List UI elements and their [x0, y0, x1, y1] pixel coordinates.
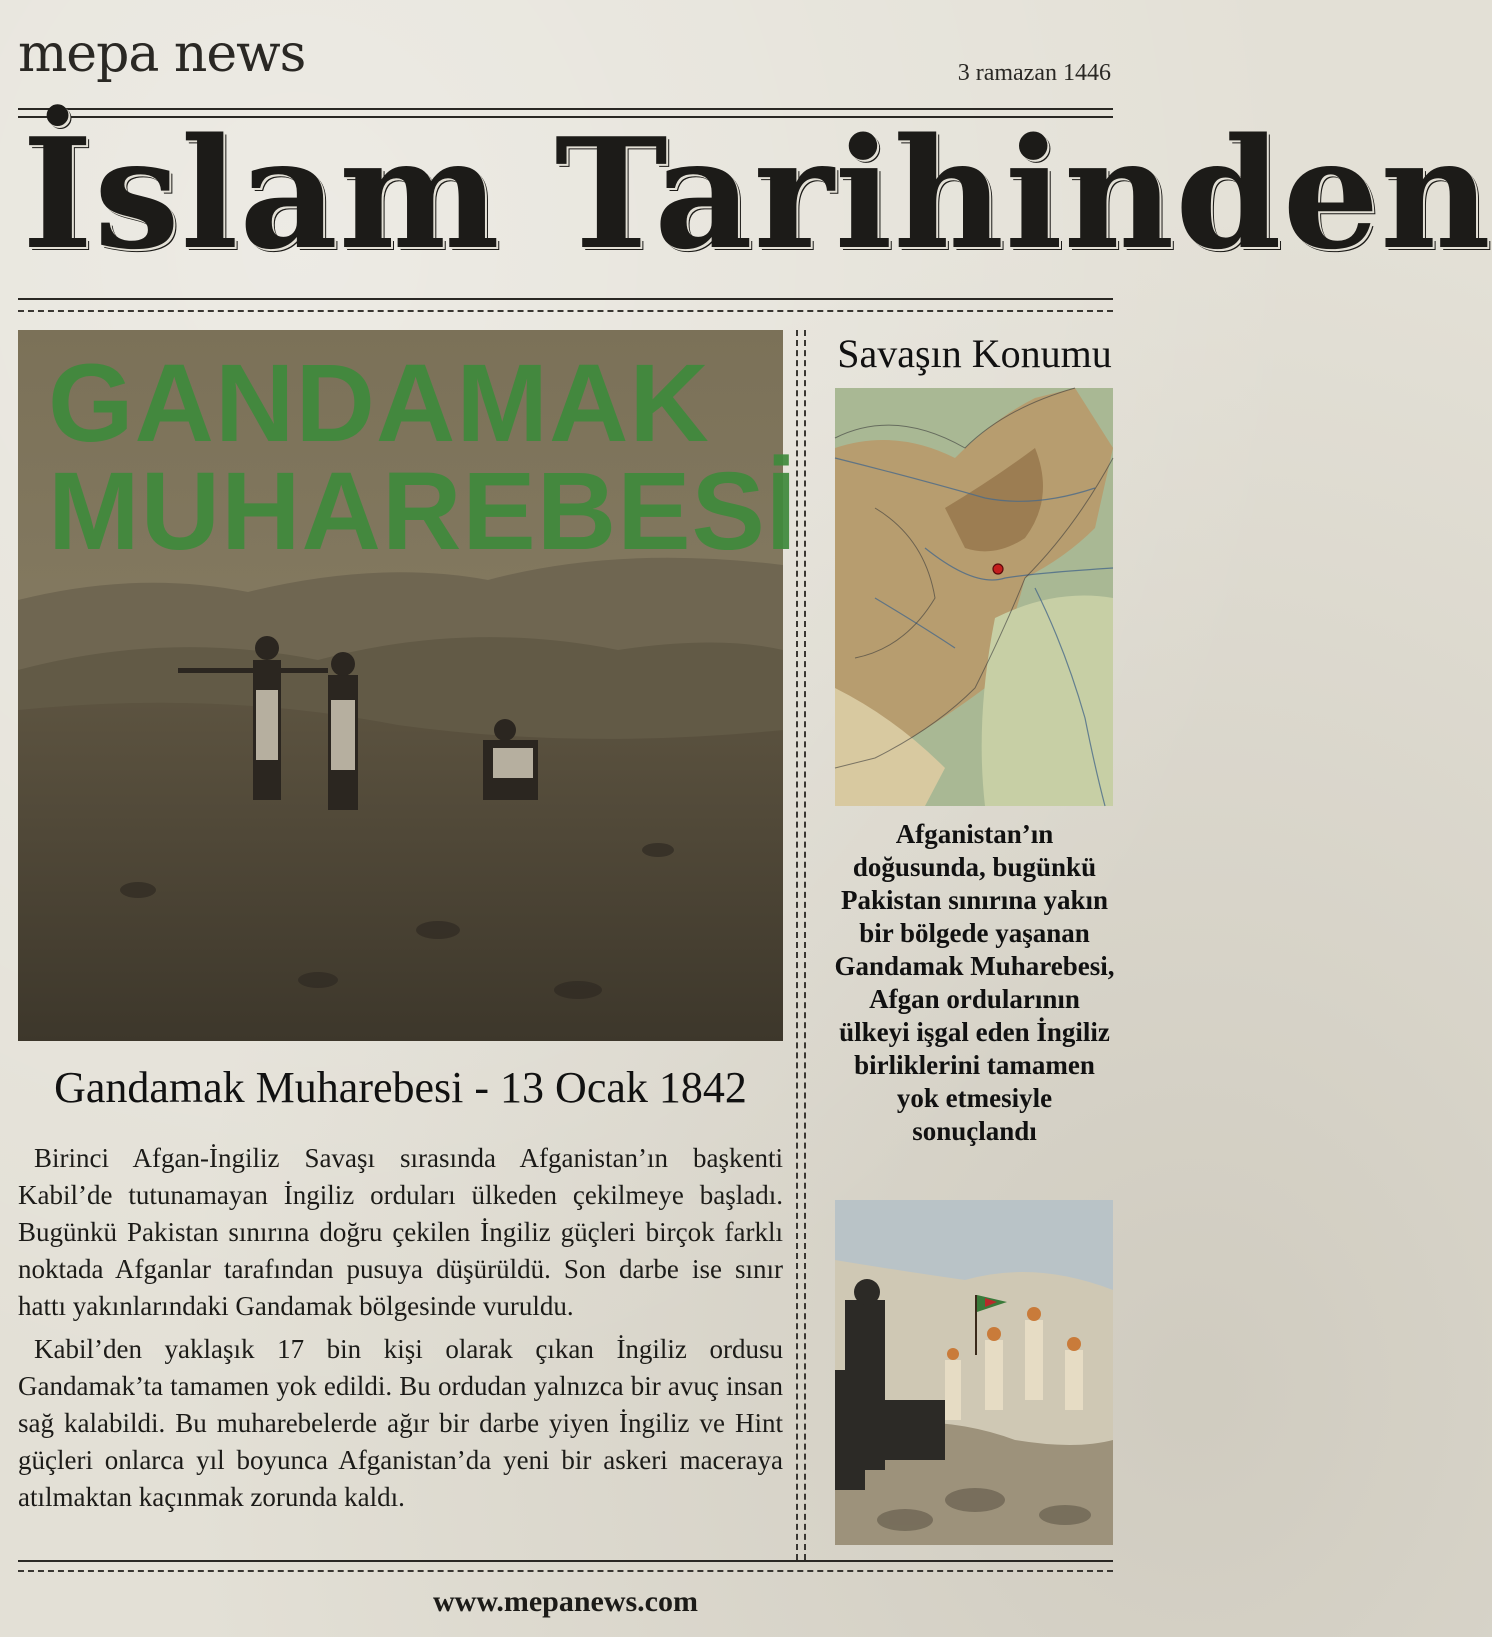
- issue-date: 3 ramazan 1446: [957, 60, 1111, 86]
- page-headline: İslam Tarihinden: [22, 104, 1492, 283]
- headline-rule-dashed: [18, 310, 1113, 312]
- battle-painting: [835, 1200, 1113, 1545]
- footer-rule: [18, 1560, 1113, 1562]
- article-paragraph: Kabil’den yaklaşık 17 bin kişi olarak çıkan İngiliz ordusu Gandamak’ta tamamen yok edildi. Bu ordudan yalnızca bir avuç insan sağ kalabildi. Bu muharebelerde ağır bir darbe yiyen İngiliz ve Hint güçleri onlarca yıl boyunca Afganistan’da yeni bir askeri maceraya atılmaktan kaçınmak zorunda kaldı.: [18, 1334, 783, 1512]
- photo-title-line-1: GANDAMAK: [48, 342, 710, 465]
- article-paragraph: Birinci Afgan-İngiliz Savaşı sırasında Afganistan’ın başkenti Kabil’de tutunamayan İngiliz orduları ülkeden çekilmeye başladı. Bugünkü Pakistan sınırına doğru çekilen İngiliz güçleri birçok farklı noktada Afganlar tarafından pusuya düşürüldü. Son darbe ise sınır hattı yakınlarındaki Gandamak bölgesinde vuruldu.: [18, 1143, 783, 1321]
- relief-map-image: [835, 388, 1113, 806]
- battle-location-marker: [993, 564, 1003, 574]
- footer-rule-dashed: [18, 1570, 1113, 1572]
- photo-title: [48, 342, 798, 573]
- brand-logo: mepa news: [18, 24, 306, 84]
- photo-title-line-2: MUHAREBESİ: [48, 449, 798, 573]
- article-body: [18, 1140, 783, 1522]
- column-divider: [796, 330, 798, 1560]
- headline-rule: [18, 298, 1113, 300]
- sidebar-title: Savaşın Konumu: [837, 331, 1112, 376]
- column-divider-double: [804, 330, 806, 1560]
- location-map: [835, 388, 1113, 806]
- sidebar-caption: Afganistan’ın doğusunda, bugünkü Pakistan sınırına yakın bir bölgede yaşanan Gandamak Muharebesi, Afgan ordularının ülkeyi işgal eden İngiliz birliklerini tamamen yok etmesiyle sonuçlandı: [834, 819, 1115, 1146]
- battle-painting-image: [835, 1200, 1113, 1545]
- article-title: Gandamak Muharebesi - 13 Ocak 1842: [54, 1063, 747, 1112]
- main-photo: [18, 330, 798, 1041]
- footer-website-link[interactable]: www.mepanews.com: [433, 1585, 698, 1618]
